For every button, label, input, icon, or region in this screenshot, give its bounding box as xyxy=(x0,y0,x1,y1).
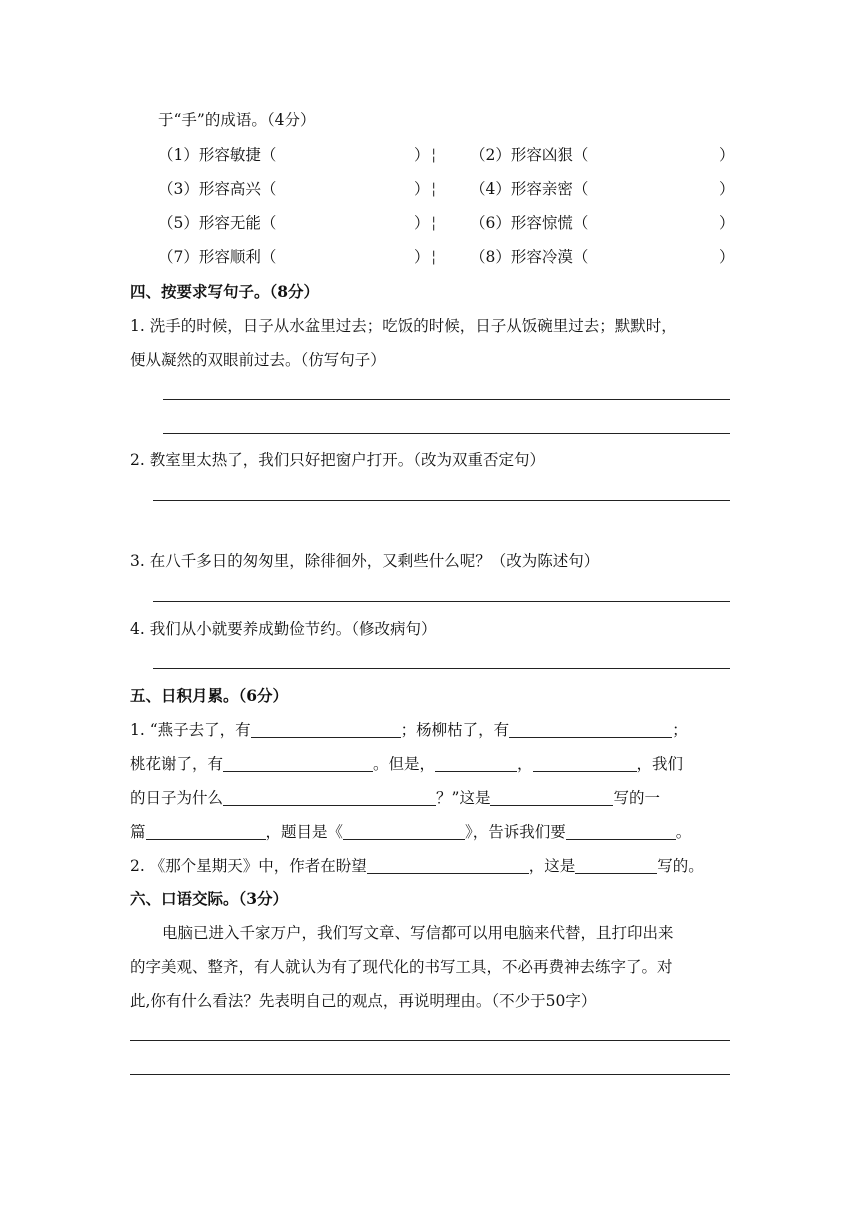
column-separator: ¦ xyxy=(431,146,437,164)
text: ；杨柳枯了，有 xyxy=(400,721,510,739)
q4-1-line2: 便从凝然的双眼前过去。（仿写句子） xyxy=(130,351,386,369)
q6-paragraph-line1: 电脑已进入千家万户，我们写文章、写信都可以用电脑来代替，且打印出来 xyxy=(162,924,674,942)
idiom-close-5: ） xyxy=(414,214,430,232)
answer-line[interactable] xyxy=(130,1074,730,1075)
text: 桃花谢了，有 xyxy=(130,755,224,773)
answer-line[interactable] xyxy=(153,500,730,501)
q5-1-line1 xyxy=(130,720,688,740)
section-heading-4: 四、按要求写句子。（8分） xyxy=(130,282,320,301)
idiom-close-7: ） xyxy=(414,248,430,266)
q4-2: 2. 教室里太热了，我们只好把窗户打开。（改为双重否定句） xyxy=(130,451,545,469)
fill-blank[interactable] xyxy=(343,823,465,840)
fill-blank[interactable] xyxy=(575,857,657,874)
answer-line[interactable] xyxy=(163,433,730,434)
idiom-item-5: （5）形容无能（ xyxy=(158,214,277,232)
text: ； xyxy=(672,721,688,739)
answer-line[interactable] xyxy=(153,668,730,669)
q5-1-line4 xyxy=(130,822,691,842)
fill-blank[interactable] xyxy=(490,789,613,806)
q5-1-line2 xyxy=(130,754,683,774)
idiom-close-4: ） xyxy=(719,180,735,198)
answer-line[interactable] xyxy=(163,399,730,400)
q6-paragraph-line3: 此,你有什么看法？先表明自己的观点，再说明理由。（不少于50字） xyxy=(130,992,597,1010)
text: ，题目是《 xyxy=(265,823,344,841)
idiom-close-1: ） xyxy=(414,146,430,164)
fill-blank[interactable] xyxy=(251,721,401,738)
idiom-close-3: ） xyxy=(414,180,430,198)
idiom-item-8: （8）形容冷漠（ xyxy=(470,248,589,266)
text: 》，告诉我们要 xyxy=(465,823,566,841)
text: 的日子为什么 xyxy=(130,789,224,807)
q4-1-line1: 1. 洗手的时候，日子从水盆里过去；吃饭的时候，日子从饭碗里过去；默默时， xyxy=(130,317,677,335)
q4-4: 4. 我们从小就要养成勤俭节约。（修改病句） xyxy=(130,620,437,638)
fill-blank[interactable] xyxy=(509,721,672,738)
fill-blank[interactable] xyxy=(223,755,373,772)
text: ？”这是 xyxy=(436,789,491,807)
idiom-item-7: （7）形容顺利（ xyxy=(158,248,277,266)
q4-3: 3. 在八千多日的匆匆里，除徘徊外，又剩些什么呢？（改为陈述句） xyxy=(130,552,600,570)
idiom-item-6: （6）形容惊慌（ xyxy=(470,214,589,232)
text: 。 xyxy=(675,823,692,841)
fill-blank[interactable] xyxy=(566,823,676,840)
idiom-close-2: ） xyxy=(719,146,735,164)
text: 篇 xyxy=(130,823,146,841)
section-heading-6: 六、口语交际。（3分） xyxy=(130,889,289,908)
text: 1. “燕子去了，有 xyxy=(130,721,251,739)
fill-blank[interactable] xyxy=(533,755,637,772)
q5-2 xyxy=(130,856,704,876)
idiom-item-1: （1）形容敏捷（ xyxy=(158,146,277,164)
column-separator: ¦ xyxy=(431,248,437,266)
section-heading-5: 五、日积月累。（6分） xyxy=(130,686,289,705)
idiom-item-2: （2）形容凶狠（ xyxy=(470,146,589,164)
text: 。但是， xyxy=(373,755,436,773)
text: ，我们 xyxy=(636,755,684,773)
fill-blank[interactable] xyxy=(223,789,436,806)
column-separator: ¦ xyxy=(431,180,437,198)
text: 写的。 xyxy=(657,857,704,875)
part3-instruction-tail: 于“手”的成语。（4分） xyxy=(158,111,316,129)
text: 2. 《那个星期天》中，作者在盼望 xyxy=(130,857,367,875)
fill-blank[interactable] xyxy=(435,755,517,772)
column-separator: ¦ xyxy=(431,214,437,232)
answer-line[interactable] xyxy=(130,1040,730,1041)
text: ， xyxy=(517,755,533,773)
text: 写的一 xyxy=(613,789,660,807)
idiom-close-8: ） xyxy=(719,248,735,266)
fill-blank[interactable] xyxy=(146,823,266,840)
idiom-close-6: ） xyxy=(719,214,735,232)
q5-1-line3 xyxy=(130,788,660,808)
text: ，这是 xyxy=(528,857,576,875)
idiom-item-3: （3）形容高兴（ xyxy=(158,180,277,198)
answer-line[interactable] xyxy=(153,601,730,602)
q6-paragraph-line2: 的字美观、整齐，有人就认为有了现代化的书写工具，不必再费神去练字了。对 xyxy=(130,958,673,976)
idiom-item-4: （4）形容亲密（ xyxy=(470,180,589,198)
fill-blank[interactable] xyxy=(367,857,529,874)
